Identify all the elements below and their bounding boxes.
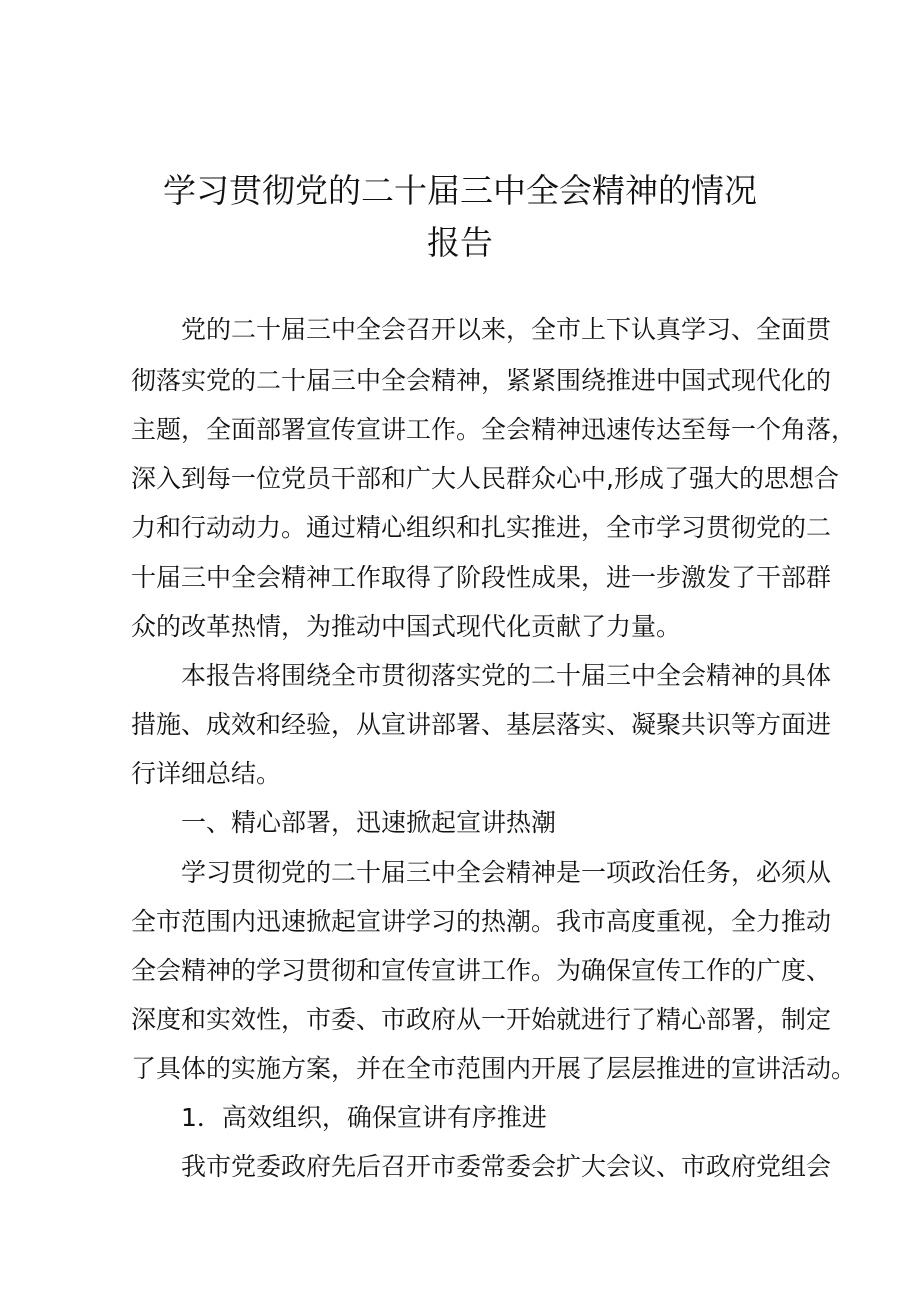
paragraph-1-line-7: 众的改革热情，为推动中国式现代化贡献了力量。 xyxy=(131,612,682,641)
subsection-heading-1: 1．高效组织，确保宣讲有序推进 xyxy=(181,1103,547,1132)
document-title-line-1: 学习贯彻党的二十届三中全会精神的情况 xyxy=(163,171,757,210)
paragraph-3-line-2: 全市范围内迅速掀起宣讲学习的热潮。我市高度重视，全力推动 xyxy=(131,907,832,936)
paragraph-1-line-3: 主题，全面部署宣传宣讲工作。全会精神迅速传达至每一个角落， xyxy=(131,415,857,444)
paragraph-1-line-6: 十届三中全会精神工作取得了阶段性成果，进一步激发了干部群 xyxy=(131,563,832,592)
paragraph-3-line-1: 学习贯彻党的二十届三中全会精神是一项政治任务，必须从 xyxy=(181,858,832,887)
paragraph-3-line-4: 深度和实效性，市委、市政府从一开始就进行了精心部署，制定 xyxy=(131,1005,832,1034)
paragraph-2-line-3: 行详细总结。 xyxy=(131,759,282,788)
paragraph-2-line-2: 措施、成效和经验，从宣讲部署、基层落实、凝聚共识等方面进 xyxy=(131,710,832,739)
paragraph-1-line-2: 彻落实党的二十届三中全会精神，紧紧围绕推进中国式现代化的 xyxy=(131,366,832,395)
paragraph-1-line-5: 力和行动动力。通过精心组织和扎实推进，全市学习贯彻党的二 xyxy=(131,513,832,542)
paragraph-1-line-1: 党的二十届三中全会召开以来，全市上下认真学习、全面贯 xyxy=(181,315,832,344)
document-title-line-2: 报告 xyxy=(427,223,493,262)
paragraph-4-line-1: 我市党委政府先后召开市委常委会扩大会议、市政府党组会 xyxy=(181,1152,832,1181)
paragraph-1-line-4: 深入到每一位党员干部和广大人民群众心中,形成了强大的思想合 xyxy=(131,464,839,493)
paragraph-3-line-5: 了具体的实施方案，并在全市范围内开展了层层推进的宣讲活动。 xyxy=(131,1054,857,1083)
paragraph-3-line-3: 全会精神的学习贯彻和宣传宣讲工作。为确保宣传工作的广度、 xyxy=(131,956,832,985)
paragraph-2-line-1: 本报告将围绕全市贯彻落实党的二十届三中全会精神的具体 xyxy=(181,661,832,690)
section-heading-1: 一、精心部署，迅速掀起宣讲热潮 xyxy=(181,808,557,837)
